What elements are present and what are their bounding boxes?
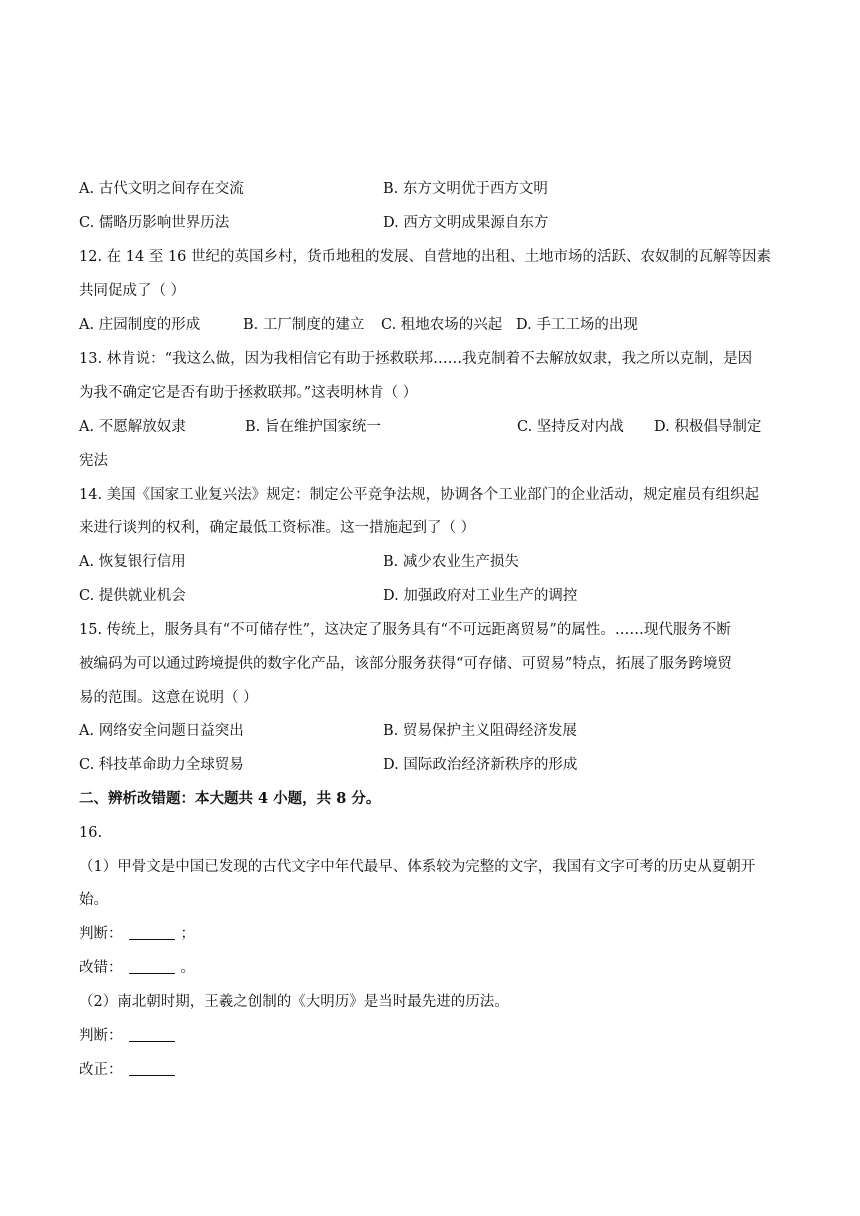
- q11-option-d: D. 西方文明成果源自东方: [383, 215, 549, 231]
- q15-option-c: C. 科技革命助力全球贸易: [79, 757, 244, 773]
- q16-judge-label: 判断：: [79, 926, 123, 942]
- q16-correct-row: [79, 958, 195, 978]
- q14-option-d: D. 加强政府对工业生产的调控: [383, 588, 578, 604]
- q16-part2-line1: （2）南北朝时期，王羲之创制的《大明历》是当时最先进的历法。: [79, 994, 509, 1010]
- q16-correct2-row: [79, 1060, 181, 1080]
- q13-option-d: D. 积极倡导制定: [654, 419, 762, 435]
- q14-stem-line2: 来进行谈判的权利，确定最低工资标准。这一措施起到了（ ）: [79, 520, 476, 536]
- q13-option-d-continued: 宪法: [79, 453, 108, 469]
- q16-correct2-blank[interactable]: [129, 1061, 175, 1076]
- q15-stem-line2: 被编码为可以通过跨境提供的数字化产品，该部分服务获得“可存储、可贸易”特点，拓展了服务跨境贸: [79, 656, 732, 672]
- q16-correct-end: 。: [180, 960, 195, 976]
- q12-stem-line2: 共同促成了（ ）: [79, 283, 186, 299]
- q14-option-a: A. 恢复银行信用: [79, 554, 186, 570]
- q16-judge-end: ；: [180, 926, 195, 942]
- q16-judge-row: [79, 924, 195, 944]
- q11-option-a: A. 古代文明之间存在交流: [79, 181, 244, 197]
- q12-stem-line1: 12. 在 14 至 16 世纪的英国乡村，货币地租的发展、自营地的出租、土地市场的活跃、农奴制的瓦解等因素: [79, 249, 772, 265]
- q15-stem-line1: 15. 传统上，服务具有“不可储存性”，这决定了服务具有“不可远距离贸易”的属性。……现代服务不断: [79, 622, 731, 638]
- q16-judge2-row: [79, 1026, 181, 1046]
- q16-part1-line2: 始。: [79, 892, 108, 908]
- q13-option-b: B. 旨在维护国家统一: [245, 419, 381, 435]
- q12-option-a: A. 庄园制度的形成: [79, 317, 201, 333]
- q11-option-b: B. 东方文明优于西方文明: [383, 181, 548, 197]
- q16-correct-blank[interactable]: [129, 959, 175, 974]
- section2-heading: 二、辨析改错题：本大题共 4 小题，共 8 分。: [79, 790, 381, 807]
- q16-part1-line1: （1）甲骨文是中国已发现的古代文字中年代最早、体系较为完整的文字，我国有文字可考的历史从夏朝开: [79, 859, 756, 875]
- q12-option-c: C. 租地农场的兴起: [381, 317, 503, 333]
- q13-option-a: A. 不愿解放奴隶: [79, 419, 186, 435]
- q12-option-b: B. 工厂制度的建立: [243, 317, 365, 333]
- q11-option-c: C. 儒略历影响世界历法: [79, 215, 230, 231]
- q13-stem-line2: 为我不确定它是否有助于拯救联邦。”这表明林肯（ ）: [79, 385, 418, 401]
- q15-option-b: B. 贸易保护主义阻碍经济发展: [383, 723, 577, 739]
- q14-stem-line1: 14. 美国《国家工业复兴法》规定：制定公平竞争法规，协调各个工业部门的企业活动，规定雇员有组织起: [79, 487, 760, 503]
- q16-number: 16.: [79, 825, 103, 841]
- q15-stem-line3: 易的范围。这意在说明（ ）: [79, 690, 258, 706]
- q14-option-c: C. 提供就业机会: [79, 588, 186, 604]
- q16-judge2-label: 判断：: [79, 1028, 123, 1044]
- q16-correct-label: 改错：: [79, 960, 123, 976]
- q15-option-a: A. 网络安全问题日益突出: [79, 723, 244, 739]
- q13-stem-line1: 13. 林肯说：“我这么做，因为我相信它有助于拯救联邦……我克制着不去解放奴隶，我之所以克制，是因: [79, 351, 753, 367]
- q16-judge-blank[interactable]: [129, 925, 175, 940]
- q16-correct2-label: 改正：: [79, 1062, 123, 1078]
- q12-option-d: D. 手工工场的出现: [516, 317, 638, 333]
- q13-option-c: C. 坚持反对内战: [517, 419, 624, 435]
- q14-option-b: B. 减少农业生产损失: [383, 554, 519, 570]
- q16-judge2-blank[interactable]: [129, 1027, 175, 1042]
- q15-option-d: D. 国际政治经济新秩序的形成: [383, 757, 578, 773]
